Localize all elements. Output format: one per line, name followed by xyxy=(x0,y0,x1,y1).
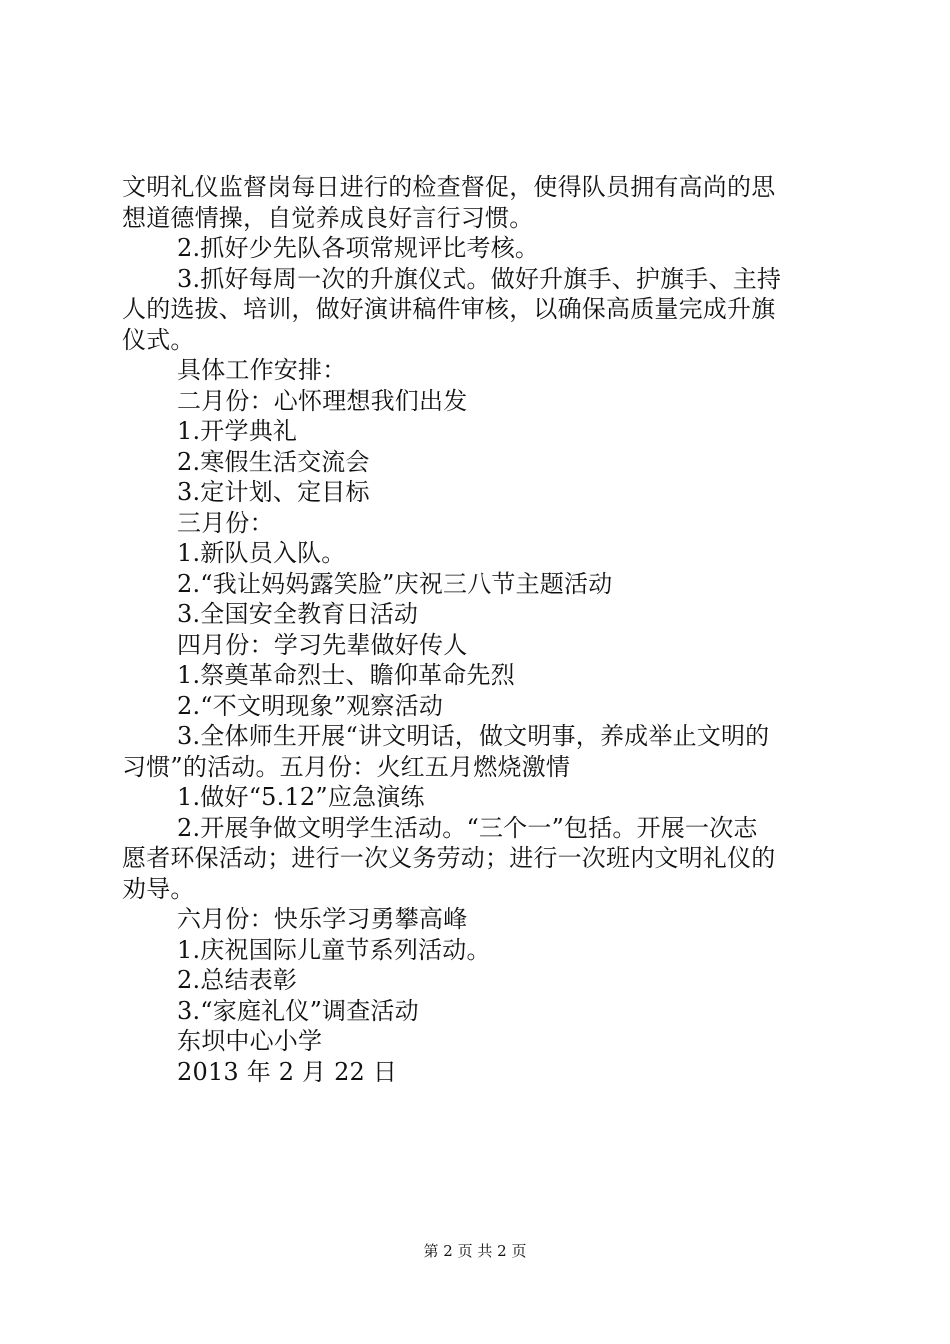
section-heading: 具体工作安排： xyxy=(177,356,347,384)
list-item: 2.“我让妈妈露笑脸”庆祝三八节主题活动 xyxy=(177,569,613,598)
list-item: 1.祭奠革命烈士、瞻仰革命先烈 xyxy=(177,661,515,689)
list-item: 3.全体师生开展“讲文明话，做文明事，养成举止文明的 xyxy=(177,722,770,750)
body-line: 仪式。 xyxy=(122,325,195,354)
signature-date: 2013 年 2 月 22 日 xyxy=(177,1057,398,1086)
list-item: 1.做好“5.12”应急演练 xyxy=(177,783,425,811)
body-line: 2.抓好少先队各项常规评比考核。 xyxy=(177,234,540,262)
body-line: 文明礼仪监督岗每日进行的检查督促，使得队员拥有高尚的思 xyxy=(122,173,776,201)
month-heading: 二月份：心怀理想我们出发 xyxy=(177,386,468,415)
list-item: 3.定计划、定目标 xyxy=(177,478,370,506)
list-item: 2.总结表彰 xyxy=(177,966,298,994)
body-line: 愿者环保活动；进行一次义务劳动；进行一次班内文明礼仪的 xyxy=(122,844,776,872)
list-item: 1.开学典礼 xyxy=(177,417,298,445)
body-line: 劝导。 xyxy=(122,874,195,903)
signature-school: 东坝中心小学 xyxy=(177,1027,323,1055)
month-heading: 六月份：快乐学习勇攀高峰 xyxy=(177,905,468,933)
list-item: 1.新队员入队。 xyxy=(177,539,346,567)
list-item: 2.开展争做文明学生活动。“三个一”包括。开展一次志 xyxy=(177,813,758,842)
month-heading: 四月份：学习先辈做好传人 xyxy=(177,630,468,659)
list-item: 3.“家庭礼仪”调查活动 xyxy=(177,996,419,1025)
body-line: 3.抓好每周一次的升旗仪式。做好升旗手、护旗手、主持 xyxy=(177,264,782,293)
list-item: 3.全国安全教育日活动 xyxy=(177,600,419,628)
body-line: 想道德情操，自觉养成良好言行习惯。 xyxy=(122,203,534,232)
list-item: 2.寒假生活交流会 xyxy=(177,447,370,476)
body-line: 习惯”的活动。五月份：火红五月燃烧激情 xyxy=(122,752,571,781)
body-line: 人的选拔、培训，做好演讲稿件审核，以确保高质量完成升旗 xyxy=(122,295,776,323)
list-item: 1.庆祝国际儿童节系列活动。 xyxy=(177,935,491,964)
page-footer: 第 2 页 共 2 页 xyxy=(423,1242,527,1260)
month-heading: 三月份： xyxy=(177,508,274,537)
list-item: 2.“不文明现象”观察活动 xyxy=(177,691,444,720)
document-body xyxy=(122,172,832,1087)
